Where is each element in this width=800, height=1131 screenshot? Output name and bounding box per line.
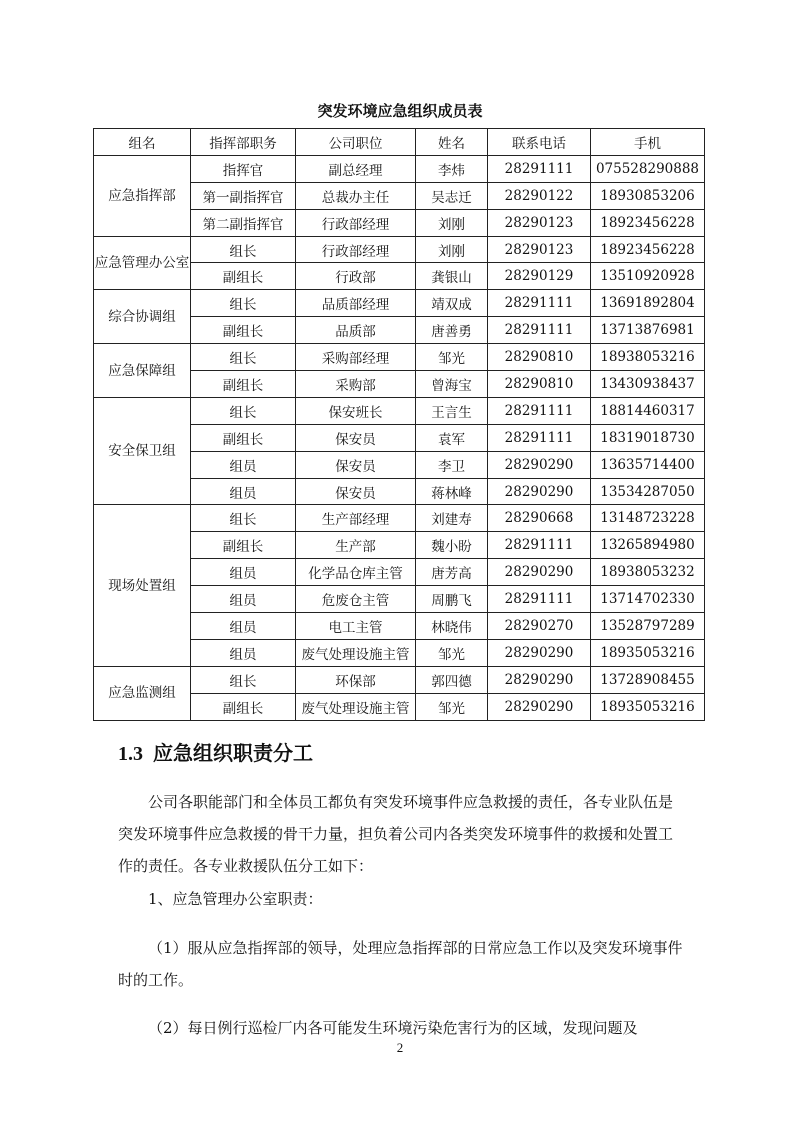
paragraph-office-duties-heading: 1、应急管理办公室职责：	[148, 890, 323, 908]
command-role-cell: 组长	[191, 666, 296, 693]
table-title: 突发环境应急组织成员表	[317, 102, 483, 120]
command-role-cell: 副组长	[191, 532, 296, 559]
company-position-cell: 行政部经理	[296, 236, 416, 263]
command-role-cell: 组长	[191, 505, 296, 532]
page-number: 2	[396, 1040, 404, 1055]
command-role-cell: 副组长	[191, 424, 296, 451]
company-position-cell: 品质部经理	[296, 290, 416, 317]
company-position-cell: 生产部	[296, 532, 416, 559]
command-role-cell: 副组长	[191, 263, 296, 290]
name-cell: 唐芳高	[416, 559, 488, 586]
paragraph-intro: 公司各职能部门和全体员工都负有突发环境事件应急救援的责任，各专业队伍是突发环境事件应急救援的骨干力量，担负着公司内各类突发环境事件的救援和处置工作的责任。各专业救援队伍分工如下：	[118, 793, 674, 875]
mobile-cell: 18935053216	[591, 693, 705, 720]
section-title: 应急组织职责分工	[153, 741, 313, 765]
name-cell: 邹光	[416, 344, 488, 371]
section-number: 1.3	[118, 743, 143, 765]
group-name-cell: 综合协调组	[94, 290, 191, 344]
command-role-cell: 组员	[191, 559, 296, 586]
name-cell: 魏小盼	[416, 532, 488, 559]
company-position-cell: 采购部	[296, 371, 416, 398]
group-name-cell: 安全保卫组	[94, 397, 191, 505]
company-position-cell: 品质部	[296, 317, 416, 344]
name-cell: 李卫	[416, 451, 488, 478]
phone-cell: 28291111	[488, 317, 591, 344]
mobile-cell: 075528290888	[591, 155, 705, 182]
table-row	[94, 155, 705, 182]
mobile-cell: 13430938437	[591, 371, 705, 398]
phone-cell: 28290123	[488, 236, 591, 263]
company-position-cell: 环保部	[296, 666, 416, 693]
table-row	[94, 290, 705, 317]
mobile-cell: 13265894980	[591, 532, 705, 559]
group-name-cell: 应急指挥部	[94, 155, 191, 236]
phone-cell: 28291111	[488, 155, 591, 182]
group-name-cell: 应急监测组	[94, 666, 191, 720]
name-cell: 邹光	[416, 639, 488, 666]
mobile-cell: 18935053216	[591, 639, 705, 666]
company-position-cell: 保安员	[296, 451, 416, 478]
company-position-cell: 副总经理	[296, 155, 416, 182]
phone-cell: 28290290	[488, 559, 591, 586]
mobile-cell: 13534287050	[591, 478, 705, 505]
mobile-cell: 13510920928	[591, 263, 705, 290]
command-role-cell: 第一副指挥官	[191, 182, 296, 209]
phone-cell: 28290668	[488, 505, 591, 532]
phone-cell: 28290290	[488, 451, 591, 478]
command-role-cell: 组长	[191, 397, 296, 424]
phone-cell: 28291111	[488, 586, 591, 613]
mobile-cell: 18923456228	[591, 236, 705, 263]
company-position-cell: 保安班长	[296, 397, 416, 424]
mobile-cell: 18319018730	[591, 424, 705, 451]
name-cell: 周鹏飞	[416, 586, 488, 613]
paragraph-duty-1: （1）服从应急指挥部的领导，处理应急指挥部的日常应急工作以及突发环境事件时的工作。	[118, 939, 683, 989]
phone-cell: 28291111	[488, 397, 591, 424]
company-position-cell: 总裁办主任	[296, 182, 416, 209]
phone-cell: 28291111	[488, 290, 591, 317]
company-position-cell: 危废仓主管	[296, 586, 416, 613]
phone-cell: 28291111	[488, 532, 591, 559]
name-cell: 袁军	[416, 424, 488, 451]
company-position-cell: 生产部经理	[296, 505, 416, 532]
phone-cell: 28290290	[488, 639, 591, 666]
name-cell: 吴志迁	[416, 182, 488, 209]
table-row	[94, 236, 705, 263]
table-row	[94, 344, 705, 371]
command-role-cell: 组长	[191, 290, 296, 317]
name-cell: 刘刚	[416, 236, 488, 263]
mobile-cell: 18814460317	[591, 397, 705, 424]
phone-cell: 28290129	[488, 263, 591, 290]
mobile-cell: 13728908455	[591, 666, 705, 693]
name-cell: 蒋林峰	[416, 478, 488, 505]
company-position-cell: 电工主管	[296, 613, 416, 640]
name-cell: 刘建寿	[416, 505, 488, 532]
mobile-cell: 18930853206	[591, 182, 705, 209]
name-cell: 李炜	[416, 155, 488, 182]
header-group: 组名	[94, 129, 191, 156]
company-position-cell: 行政部经理	[296, 209, 416, 236]
company-position-cell: 采购部经理	[296, 344, 416, 371]
emergency-roster-table	[93, 128, 705, 721]
command-role-cell: 组长	[191, 236, 296, 263]
command-role-cell: 组员	[191, 639, 296, 666]
phone-cell: 28290290	[488, 666, 591, 693]
header-company-position: 公司职位	[296, 129, 416, 156]
name-cell: 郭四德	[416, 666, 488, 693]
phone-cell: 28290810	[488, 344, 591, 371]
table-body	[94, 155, 705, 720]
table-row	[94, 666, 705, 693]
mobile-cell: 13714702330	[591, 586, 705, 613]
command-role-cell: 组员	[191, 451, 296, 478]
name-cell: 王言生	[416, 397, 488, 424]
mobile-cell: 18938053216	[591, 344, 705, 371]
table-row	[94, 505, 705, 532]
phone-cell: 28290123	[488, 209, 591, 236]
phone-cell: 28290122	[488, 182, 591, 209]
command-role-cell: 第二副指挥官	[191, 209, 296, 236]
company-position-cell: 保安员	[296, 424, 416, 451]
mobile-cell: 13635714400	[591, 451, 705, 478]
header-phone: 联系电话	[488, 129, 591, 156]
phone-cell: 28290270	[488, 613, 591, 640]
table-row	[94, 397, 705, 424]
company-position-cell: 化学品仓库主管	[296, 559, 416, 586]
name-cell: 龚银山	[416, 263, 488, 290]
section-heading	[118, 737, 313, 766]
command-role-cell: 副组长	[191, 371, 296, 398]
company-position-cell: 行政部	[296, 263, 416, 290]
company-position-cell: 保安员	[296, 478, 416, 505]
header-name: 姓名	[416, 129, 488, 156]
name-cell: 唐善勇	[416, 317, 488, 344]
command-role-cell: 指挥官	[191, 155, 296, 182]
company-position-cell: 废气处理设施主管	[296, 693, 416, 720]
group-name-cell: 应急保障组	[94, 344, 191, 398]
company-position-cell: 废气处理设施主管	[296, 639, 416, 666]
command-role-cell: 副组长	[191, 693, 296, 720]
name-cell: 曾海宝	[416, 371, 488, 398]
phone-cell: 28290290	[488, 478, 591, 505]
header-mobile: 手机	[591, 129, 705, 156]
mobile-cell: 18923456228	[591, 209, 705, 236]
group-name-cell: 现场处置组	[94, 505, 191, 666]
name-cell: 靖双成	[416, 290, 488, 317]
phone-cell: 28290290	[488, 693, 591, 720]
header-command-role: 指挥部职务	[191, 129, 296, 156]
mobile-cell: 18938053232	[591, 559, 705, 586]
command-role-cell: 组员	[191, 613, 296, 640]
paragraph-duty-2: （2）每日例行巡检厂内各可能发生环境污染危害行为的区域，发现问题及	[148, 1019, 638, 1037]
phone-cell: 28290810	[488, 371, 591, 398]
command-role-cell: 副组长	[191, 317, 296, 344]
mobile-cell: 13691892804	[591, 290, 705, 317]
command-role-cell: 组员	[191, 586, 296, 613]
command-role-cell: 组员	[191, 478, 296, 505]
name-cell: 邹光	[416, 693, 488, 720]
phone-cell: 28291111	[488, 424, 591, 451]
mobile-cell: 13148723228	[591, 505, 705, 532]
mobile-cell: 13713876981	[591, 317, 705, 344]
name-cell: 林晓伟	[416, 613, 488, 640]
name-cell: 刘刚	[416, 209, 488, 236]
group-name-cell: 应急管理办公室	[94, 236, 191, 290]
command-role-cell: 组长	[191, 344, 296, 371]
mobile-cell: 13528797289	[591, 613, 705, 640]
table-header-row	[94, 129, 705, 156]
